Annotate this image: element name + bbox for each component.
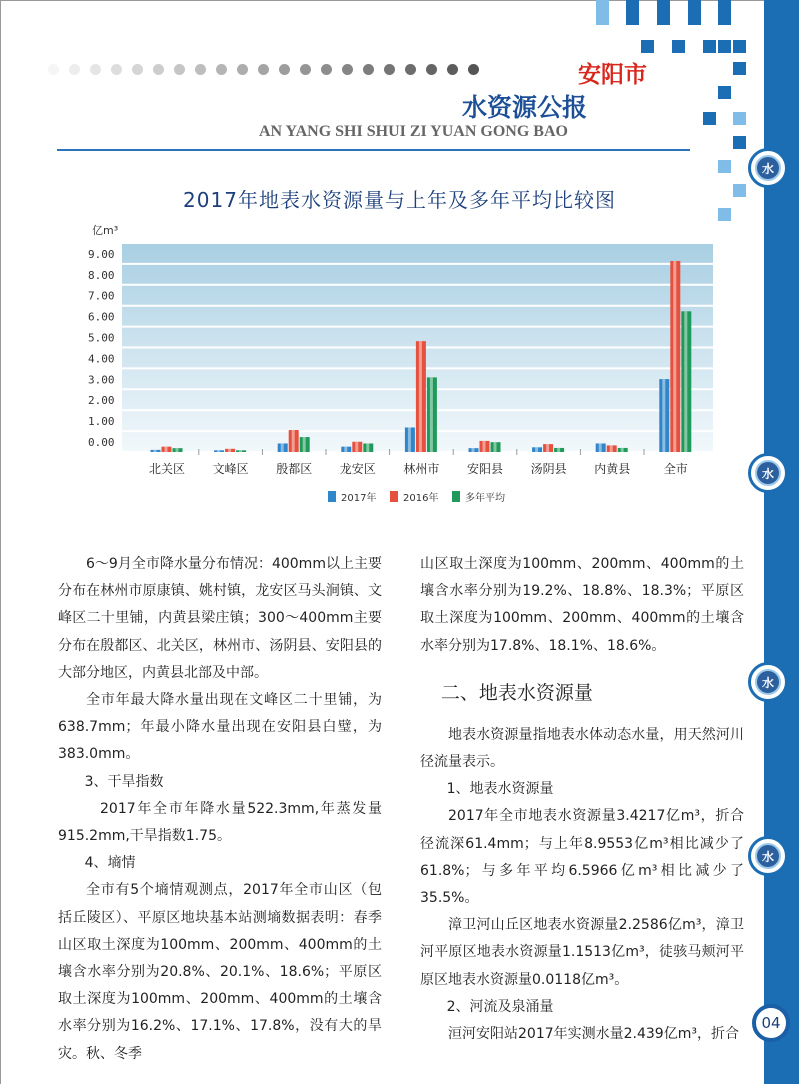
subheading: 4、墒情	[84, 855, 136, 872]
y-tick-label: 1.00	[88, 415, 115, 429]
x-tick-label: 汤阴县	[530, 462, 567, 476]
bar-highlight	[344, 447, 347, 452]
dot	[321, 64, 332, 75]
x-tick-label: 内黄县	[594, 462, 631, 476]
bar-highlight	[684, 311, 687, 452]
paragraph: 全市年最大降水量出现在文峰区二十里铺，为638.7mm；年最小降水量出现在安阳县白璧，为383.0mm。	[58, 692, 382, 763]
subheading: 3、干旱指数	[84, 773, 164, 790]
bar-highlight	[154, 450, 157, 452]
dot	[426, 64, 437, 75]
x-tick-label: 北关区	[148, 462, 186, 476]
decorative-square	[672, 40, 685, 53]
logo-icon: 水	[748, 453, 788, 493]
section-title: 二、地表水资源量	[440, 681, 593, 704]
dot	[132, 64, 143, 75]
page-number: 04	[752, 1004, 790, 1042]
paragraph: 山区取土深度为100mm、200mm、400mm的土壤含水率分别为19.2%、18.8%、18.3%；平原区取土深度为100mm、200mm、400mm的土壤含水率分别为17.8%、18.1%、18.6%。	[420, 556, 744, 654]
bar-highlight	[165, 447, 168, 452]
bar-highlight	[599, 443, 602, 452]
decorative-square	[688, 12, 701, 25]
paragraph: 漳卫河山丘区地表水资源量2.2586亿m³，漳卫河平原区地表水资源量1.1513亿m³，徒骇马颊河平原区地表水资源量0.0118亿m³。	[420, 917, 744, 988]
bar-highlight	[621, 448, 624, 452]
bar-highlight	[419, 341, 422, 452]
dot	[48, 64, 59, 75]
decorative-square	[733, 112, 746, 125]
bar-highlight	[217, 450, 220, 452]
bar-highlight	[228, 449, 231, 452]
y-tick-label: 3.00	[88, 373, 115, 387]
dot	[447, 64, 458, 75]
y-tick-label: 7.00	[88, 289, 115, 303]
y-tick-label: 2.00	[88, 394, 115, 408]
dot	[195, 64, 206, 75]
dot	[258, 64, 269, 75]
header-pinyin: AN YANG SHI SHUI ZI YUAN GONG BAO	[259, 123, 568, 140]
y-tick-label: 0.00	[88, 436, 115, 449]
header-divider	[57, 149, 690, 151]
bar-highlight	[483, 441, 486, 452]
subheading: 1、地表水资源量	[446, 781, 554, 798]
y-tick-label: 9.00	[88, 247, 115, 261]
decorative-square	[718, 12, 731, 25]
paragraph: 2017年全市年降水量522.3mm,年蒸发量915.2mm,干旱指数1.75。	[58, 800, 382, 845]
right-column	[420, 551, 744, 1048]
x-tick-label: 文峰区	[212, 462, 249, 476]
x-tick-label: 林州市	[403, 462, 440, 476]
bar-highlight	[355, 442, 358, 452]
y-tick-label: 8.00	[88, 268, 115, 282]
decorative-square	[703, 40, 716, 53]
dot	[300, 64, 311, 75]
logo-icon: 水	[748, 148, 788, 188]
y-tick-label: 6.00	[88, 310, 115, 324]
dot	[363, 64, 374, 75]
bar-highlight	[292, 430, 295, 452]
decorative-square	[641, 40, 654, 53]
dot	[468, 64, 479, 75]
bar-highlight	[472, 448, 475, 452]
decorative-square	[718, 86, 731, 99]
legend-swatch	[390, 491, 398, 502]
bar-highlight	[610, 445, 613, 452]
paragraph: 6～9月全市降水量分布情况：400mm以上主要分布在林州市原康镇、姚村镇，龙安区马头涧镇、文峰区二十里铺，内黄县梁庄镇；300～400mm主要分布在殷都区、北关区，林州市、汤阴县、安阳县的大部分地区，内黄县北部及中部。	[58, 556, 382, 681]
decorative-square	[626, 12, 639, 25]
decorative-square	[733, 40, 746, 53]
dot	[153, 64, 164, 75]
logo-icon: 水	[748, 662, 788, 702]
dot	[237, 64, 248, 75]
dot	[405, 64, 416, 75]
dot	[279, 64, 290, 75]
bar-highlight	[546, 444, 549, 452]
paragraph: 2017年全市地表水资源量3.4217亿m³，折合径流深61.4mm；与上年8.9553亿m³相比减少了61.8%；与多年平均6.5966亿m³相比减少了35.5%。	[420, 808, 744, 907]
decorative-square	[733, 62, 746, 75]
legend-swatch	[328, 491, 336, 502]
bar-highlight	[366, 443, 369, 452]
dot	[342, 64, 353, 75]
subheading: 2、河流及泉涌量	[446, 998, 554, 1015]
bar-highlight	[535, 447, 538, 452]
bar-highlight	[673, 261, 676, 452]
paragraph: 地表水资源量指地表水体动态水量，用天然河川径流量表示。	[420, 726, 744, 771]
decorative-square	[733, 136, 746, 149]
left-column	[58, 551, 382, 1068]
y-tick-label: 4.00	[88, 352, 115, 366]
legend-swatch	[452, 491, 460, 502]
bar-highlight	[239, 450, 242, 452]
legend-label: 2016年	[403, 493, 439, 504]
bar-chart	[0, 215, 760, 515]
chart-title: 2017年地表水资源量与上年及多年平均比较图	[183, 188, 616, 212]
x-tick-label: 全市	[663, 462, 688, 476]
bar-highlight	[494, 442, 497, 452]
x-tick-label: 安阳县	[466, 462, 504, 476]
dot	[69, 64, 80, 75]
y-axis-label: 亿m³	[92, 224, 119, 237]
bar-highlight	[408, 427, 411, 452]
decorative-square	[596, 12, 609, 25]
x-tick-label: 殷都区	[276, 462, 313, 476]
bar-highlight	[662, 379, 665, 452]
dot	[90, 64, 101, 75]
decorative-square	[703, 112, 716, 125]
dot	[384, 64, 395, 75]
paragraph: 全市有5个墒情观测点，2017年全市山区（包括丘陵区）、平原区地块基本站测墒数据表明：春季山区取土深度为100mm、200mm、400mm的土壤含水率分别为20.8%、20.1%、18.6%；平原区取土深度为100mm、200mm、400mm的土壤含水率分别为16.2%、17.1%、17.8%，没有大的旱灾。秋、冬季	[58, 882, 382, 1062]
legend-label: 2017年	[341, 493, 377, 504]
bar-highlight	[176, 448, 179, 452]
bar-highlight	[557, 448, 560, 452]
y-tick-label: 5.00	[88, 331, 115, 345]
bar-highlight	[303, 437, 306, 452]
paragraph: 洹河安阳站2017年实测水量2.439亿m³，折合	[448, 1026, 739, 1043]
header-city: 安阳市	[578, 61, 647, 88]
bar-highlight	[281, 443, 284, 452]
dot	[111, 64, 122, 75]
dot	[174, 64, 185, 75]
decorative-square	[718, 40, 731, 53]
decorative-square	[657, 12, 670, 25]
legend-label: 多年平均	[465, 493, 505, 504]
dot	[216, 64, 227, 75]
bar-highlight	[430, 377, 433, 452]
header-title: 水资源公报	[462, 93, 588, 122]
x-tick-label: 龙安区	[339, 462, 376, 476]
decorative-square	[718, 160, 731, 173]
logo-icon: 水	[748, 836, 788, 876]
